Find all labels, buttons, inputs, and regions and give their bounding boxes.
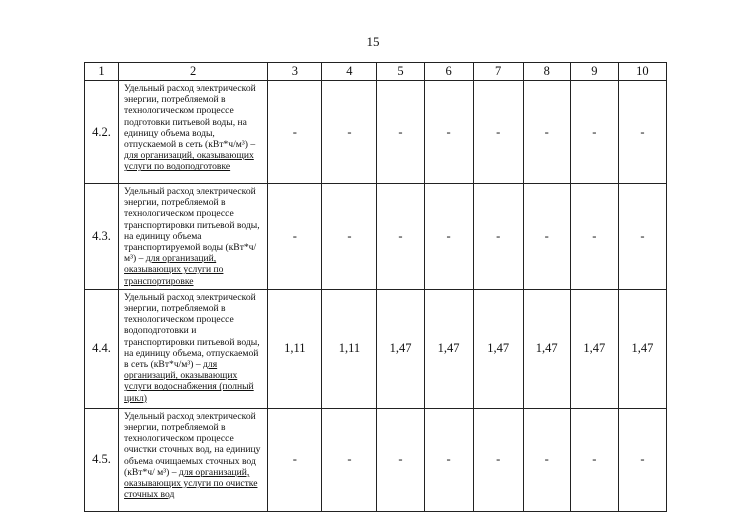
- row-number: 4.5.: [85, 408, 119, 511]
- value-cell: -: [473, 408, 523, 511]
- value-cell: 1,47: [377, 289, 424, 408]
- row-description: [119, 184, 268, 290]
- value-cell: -: [424, 408, 473, 511]
- row-description: [119, 81, 268, 184]
- description-scope: для организаций, оказывающих услуги водоснабжения (полный цикл): [124, 359, 254, 404]
- value-cell: 1,47: [424, 289, 473, 408]
- indicator-table: [84, 62, 667, 512]
- row-number: 4.3.: [85, 184, 119, 290]
- value-cell: -: [377, 184, 424, 290]
- value-cell: -: [322, 184, 377, 290]
- value-cell: -: [322, 81, 377, 184]
- description-text: Удельный расход электрической энергии, потребляемой в технологическом процессе подготовки питьевой воды, на единицу объема воды, отпускаемой в сеть (кВт*ч/м³) –: [124, 83, 256, 151]
- value-cell: -: [523, 408, 570, 511]
- value-cell: -: [570, 184, 618, 290]
- row-number: 4.2.: [85, 81, 119, 184]
- header-cell: 9: [570, 63, 618, 81]
- header-cell: 5: [377, 63, 424, 81]
- value-cell: -: [377, 408, 424, 511]
- value-cell: -: [268, 408, 322, 511]
- value-cell: 1,47: [523, 289, 570, 408]
- value-cell: -: [322, 408, 377, 511]
- value-cell: -: [473, 184, 523, 290]
- table-row: [85, 81, 667, 184]
- value-cell: 1,47: [618, 289, 666, 408]
- table-row: [85, 184, 667, 290]
- value-cell: -: [268, 184, 322, 290]
- header-cell: 10: [618, 63, 666, 81]
- description-text: Удельный расход электрической энергии, потребляемой в технологическом процессе водоподготовки и транспортировки питьевой воды, на единицу объема, отпускаемой в сеть (кВт*ч/м³) –: [124, 291, 260, 371]
- value-cell: -: [618, 408, 666, 511]
- value-cell: -: [570, 81, 618, 184]
- value-cell: -: [523, 81, 570, 184]
- value-cell: -: [424, 81, 473, 184]
- description-text: Удельный расход электрической энергии, потребляемой в технологическом процессе очистки сточных вод, на единицу объема очищаемых сточных вод (кВт*ч/ м³) –: [124, 410, 261, 478]
- value-cell: 1,11: [268, 289, 322, 408]
- row-description: [119, 408, 268, 511]
- row-number: 4.4.: [85, 289, 119, 408]
- value-cell: -: [268, 81, 322, 184]
- value-cell: -: [473, 81, 523, 184]
- row-description: [119, 289, 268, 408]
- table-row: [85, 289, 667, 408]
- page-number: 15: [366, 34, 380, 49]
- value-cell: -: [618, 184, 666, 290]
- header-row: [85, 63, 667, 81]
- header-cell: 4: [322, 63, 377, 81]
- description-scope: для организаций, оказывающих услуги по транспортировке: [124, 253, 224, 287]
- description-text: Удельный расход электрической энергии, потребляемой в технологическом процессе транспортировки питьевой воды, на единицу объема транспортируемой воды (кВт*ч/м³) –: [124, 186, 260, 265]
- value-cell: -: [377, 81, 424, 184]
- description-scope: для организаций, оказывающих услуги по очистке сточных вод: [124, 466, 258, 501]
- value-cell: 1,47: [473, 289, 523, 408]
- value-cell: -: [570, 408, 618, 511]
- value-cell: 1,11: [322, 289, 377, 408]
- value-cell: -: [618, 81, 666, 184]
- header-cell: 7: [473, 63, 523, 81]
- header-cell: 1: [85, 63, 119, 81]
- value-cell: -: [424, 184, 473, 290]
- header-cell: 6: [424, 63, 473, 81]
- table-row: [85, 408, 667, 511]
- header-cell: 2: [119, 63, 268, 81]
- value-cell: 1,47: [570, 289, 618, 408]
- header-cell: 8: [523, 63, 570, 81]
- value-cell: -: [523, 184, 570, 290]
- header-cell: 3: [268, 63, 322, 81]
- description-scope: для организаций, оказывающих услуги по водоподготовке: [124, 150, 254, 173]
